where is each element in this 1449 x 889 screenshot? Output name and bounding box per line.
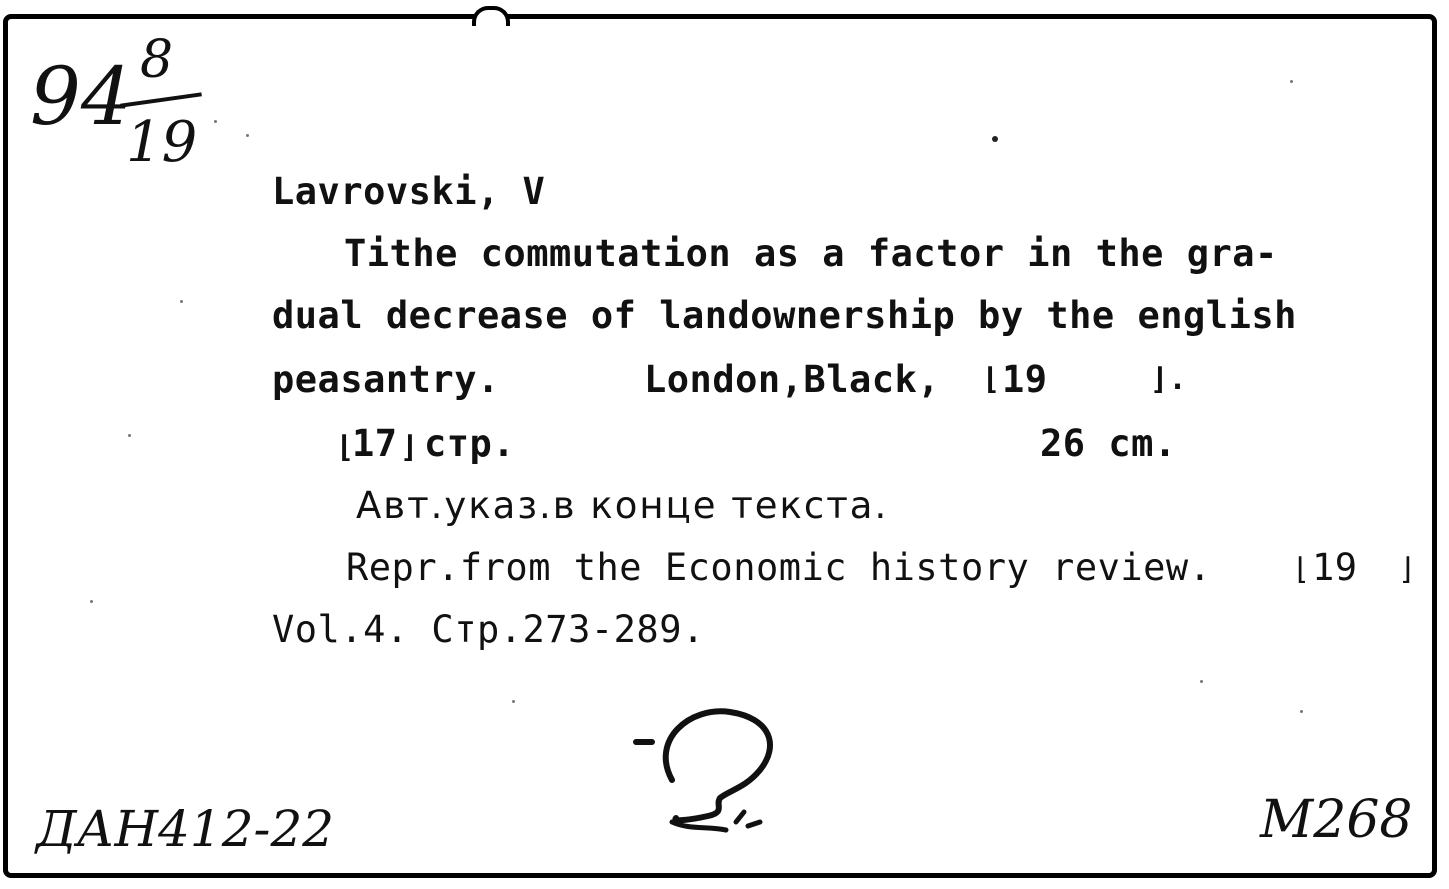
speck [1300,710,1303,713]
accession-number-left: ДАН412-22 [36,800,335,858]
shelfmark-prefix: 94 [30,50,132,143]
accession-number-right: M268 [1260,790,1413,850]
reprint-year: 19 [1312,546,1358,589]
physical-size: 26 cm. [1040,422,1177,465]
ink-loop-stroke [636,711,770,820]
title-line-1: Tithe commutation as a factor in the gra- [344,232,1278,275]
imprint-year-bracket-open: ⌊ [982,362,1001,397]
speck [214,120,217,123]
imprint-year: 19 [1002,358,1048,401]
pages-count: 17 [352,422,398,465]
imprint-year-bracket-close: ⌋. [1150,362,1188,397]
pages-bracket-close: ⌋ [400,430,419,465]
volume-pages: Vol.4. Стр.273-289. [272,608,705,651]
speck [992,136,998,142]
speck [128,434,131,437]
reprint-note: Repr.from the Economic history review. [346,546,1212,589]
reprint-year-bracket-close: ⌋ [1398,552,1417,587]
reprint-year-bracket-open: ⌊ [1292,552,1311,587]
speck [1290,80,1293,83]
title-line-2: dual decrease of landownership by the english [272,294,1297,337]
shelfmark-denominator: 19 [126,110,198,175]
imprint-place-publisher: London,Black, [644,358,941,401]
speck [90,600,93,603]
speck [512,700,515,703]
title-line-3-start: peasantry. [272,358,500,401]
speck [246,134,249,137]
speck [180,300,183,303]
author-note: Авт.указ.в конце текста. [356,484,889,527]
author-heading: Lavrovski, V [272,170,546,213]
speck [1200,680,1203,683]
pages-bracket-open: ⌊ [336,430,355,465]
pages-unit: стр. [424,422,516,465]
shelfmark-numerator: 8 [140,30,174,90]
